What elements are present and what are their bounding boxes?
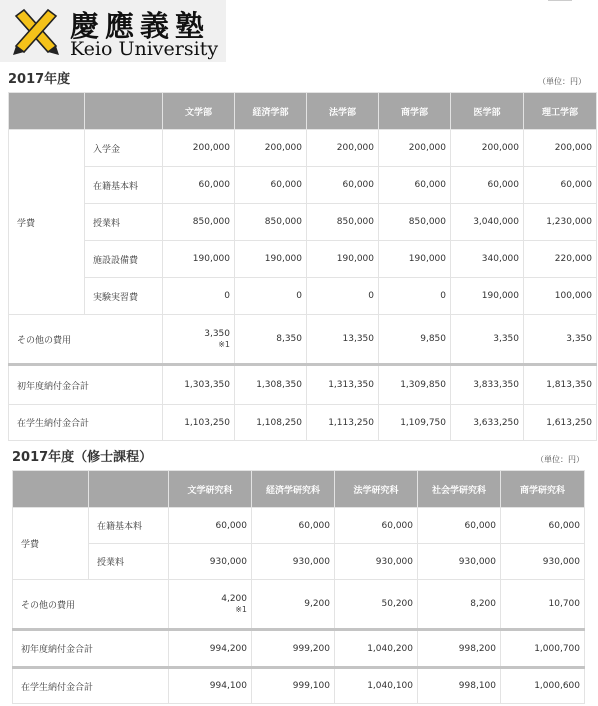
column-header: 医学部 <box>451 93 524 130</box>
table-cell: 3,633,250 <box>451 405 524 441</box>
header-blank-cell <box>13 471 89 508</box>
table-header-row <box>13 471 585 508</box>
table-cell: 60,000 <box>307 167 379 204</box>
table-row <box>9 241 597 278</box>
table-cell: 200,000 <box>524 130 597 167</box>
table-cell: 60,000 <box>451 167 524 204</box>
table-row-total <box>13 668 585 704</box>
table-row-other-fees <box>9 315 597 365</box>
table-row <box>9 204 597 241</box>
table-cell: 1,040,100 <box>335 668 418 704</box>
table-cell: 9,850 <box>379 315 451 365</box>
table-cell: 0 <box>163 278 235 315</box>
header-blank-cell <box>85 93 163 130</box>
table-header-row <box>9 93 597 130</box>
table-cell: 850,000 <box>235 204 307 241</box>
table-cell: 200,000 <box>307 130 379 167</box>
table-cell: 1,000,600 <box>501 668 585 704</box>
cell-value: 4,200 <box>221 593 247 604</box>
table-row <box>13 544 585 580</box>
table-cell: 10,700 <box>501 580 585 630</box>
table-row <box>9 278 597 315</box>
column-header: 経済学部 <box>235 93 307 130</box>
table-cell: 0 <box>235 278 307 315</box>
column-header: 経済学研究科 <box>252 471 335 508</box>
table-cell: 1,230,000 <box>524 204 597 241</box>
table-cell: 1,813,350 <box>524 365 597 405</box>
logo-japanese-name: 慶應義塾 <box>70 9 211 43</box>
table-cell: 3,350 <box>524 315 597 365</box>
table-cell: 0 <box>307 278 379 315</box>
table-cell: 190,000 <box>451 278 524 315</box>
row-group-label: 学費 <box>13 508 89 580</box>
table-cell: 60,000 <box>335 508 418 544</box>
table-cell: 190,000 <box>379 241 451 278</box>
table-cell: 1,108,250 <box>235 405 307 441</box>
pen-emblem-icon <box>10 6 62 58</box>
table-cell: 930,000 <box>252 544 335 580</box>
table1-unit: （単位：円） <box>538 77 586 86</box>
masters-fee-table <box>12 470 585 704</box>
row-label: その他の費用 <box>9 315 163 365</box>
table-cell: 1,109,750 <box>379 405 451 441</box>
table-cell: 60,000 <box>235 167 307 204</box>
table-cell: 200,000 <box>163 130 235 167</box>
table-cell: 50,200 <box>335 580 418 630</box>
table-row <box>9 130 597 167</box>
table-cell: 850,000 <box>307 204 379 241</box>
table-cell: 340,000 <box>451 241 524 278</box>
table-cell: 3,350 <box>451 315 524 365</box>
table-cell: 9,200 <box>252 580 335 630</box>
header-blank-cell <box>9 93 85 130</box>
table-cell: 999,100 <box>252 668 335 704</box>
table-cell: 60,000 <box>169 508 252 544</box>
column-header: 理工学部 <box>524 93 597 130</box>
row-label: 在籍基本料 <box>89 508 169 544</box>
table-cell: 994,200 <box>169 630 252 668</box>
table-cell: 13,350 <box>307 315 379 365</box>
row-label: 在学生納付金合計 <box>9 405 163 441</box>
row-label: その他の費用 <box>13 580 169 630</box>
table-row-total <box>13 630 585 668</box>
table-cell: 60,000 <box>252 508 335 544</box>
table-cell: 930,000 <box>335 544 418 580</box>
cell-value: 3,350 <box>204 328 230 339</box>
divider <box>548 0 572 1</box>
table-cell: 1,000,700 <box>501 630 585 668</box>
logo-english-name: Keio University <box>70 38 219 60</box>
table-cell: 3,833,350 <box>451 365 524 405</box>
table-cell: 60,000 <box>163 167 235 204</box>
keio-logo <box>0 0 226 62</box>
table-cell: 1,040,200 <box>335 630 418 668</box>
table-cell: 999,200 <box>252 630 335 668</box>
table-cell: 8,350 <box>235 315 307 365</box>
table-cell: 0 <box>379 278 451 315</box>
row-label: 施設設備費 <box>85 241 163 278</box>
row-label: 授業料 <box>89 544 169 580</box>
row-group-label: 学費 <box>9 130 85 315</box>
column-header: 文学研究科 <box>169 471 252 508</box>
column-header: 法学研究科 <box>335 471 418 508</box>
table-cell: 850,000 <box>163 204 235 241</box>
table-row <box>9 167 597 204</box>
table-cell: 994,100 <box>169 668 252 704</box>
row-label: 在籍基本料 <box>85 167 163 204</box>
table-cell: 1,308,350 <box>235 365 307 405</box>
column-header: 法学部 <box>307 93 379 130</box>
table-cell: 60,000 <box>379 167 451 204</box>
table-cell: 1,613,250 <box>524 405 597 441</box>
table-cell: 1,313,350 <box>307 365 379 405</box>
row-label: 入学金 <box>85 130 163 167</box>
table-cell: 60,000 <box>501 508 585 544</box>
table-cell <box>169 580 252 630</box>
table-cell: 220,000 <box>524 241 597 278</box>
table-cell: 1,303,350 <box>163 365 235 405</box>
header-blank-cell <box>89 471 169 508</box>
column-header: 商学部 <box>379 93 451 130</box>
table-cell: 190,000 <box>163 241 235 278</box>
table-cell: 930,000 <box>418 544 501 580</box>
table-cell: 998,200 <box>418 630 501 668</box>
table-cell: 1,309,850 <box>379 365 451 405</box>
column-header: 商学研究科 <box>501 471 585 508</box>
table2-title: 2017年度（修士課程） <box>12 450 153 465</box>
table-cell: 200,000 <box>235 130 307 167</box>
table-cell: 930,000 <box>169 544 252 580</box>
table-cell: 200,000 <box>379 130 451 167</box>
table-cell: 190,000 <box>235 241 307 278</box>
row-label: 授業料 <box>85 204 163 241</box>
table-cell: 190,000 <box>307 241 379 278</box>
table-row-other-fees <box>13 580 585 630</box>
table-cell: 60,000 <box>418 508 501 544</box>
table-cell: 100,000 <box>524 278 597 315</box>
table-cell: 1,113,250 <box>307 405 379 441</box>
table-row-total <box>9 365 597 405</box>
table2-unit: （単位：円） <box>536 455 584 464</box>
table-cell: 1,103,250 <box>163 405 235 441</box>
table-cell: 930,000 <box>501 544 585 580</box>
table-row-total <box>9 405 597 441</box>
row-label: 在学生納付金合計 <box>13 668 169 704</box>
table-cell: 3,040,000 <box>451 204 524 241</box>
footnote-mark: ※1 <box>218 339 230 349</box>
table-cell: 60,000 <box>524 167 597 204</box>
table-cell: 8,200 <box>418 580 501 630</box>
table-cell: 998,100 <box>418 668 501 704</box>
table-cell <box>163 315 235 365</box>
undergraduate-fee-table <box>8 92 597 441</box>
table1-title: 2017年度 <box>8 72 71 87</box>
row-label: 初年度納付金合計 <box>9 365 163 405</box>
table-cell: 850,000 <box>379 204 451 241</box>
row-label: 実験実習費 <box>85 278 163 315</box>
table-row <box>13 508 585 544</box>
column-header: 社会学研究科 <box>418 471 501 508</box>
column-header: 文学部 <box>163 93 235 130</box>
row-label: 初年度納付金合計 <box>13 630 169 668</box>
footnote-mark: ※1 <box>235 604 247 614</box>
table-cell: 200,000 <box>451 130 524 167</box>
